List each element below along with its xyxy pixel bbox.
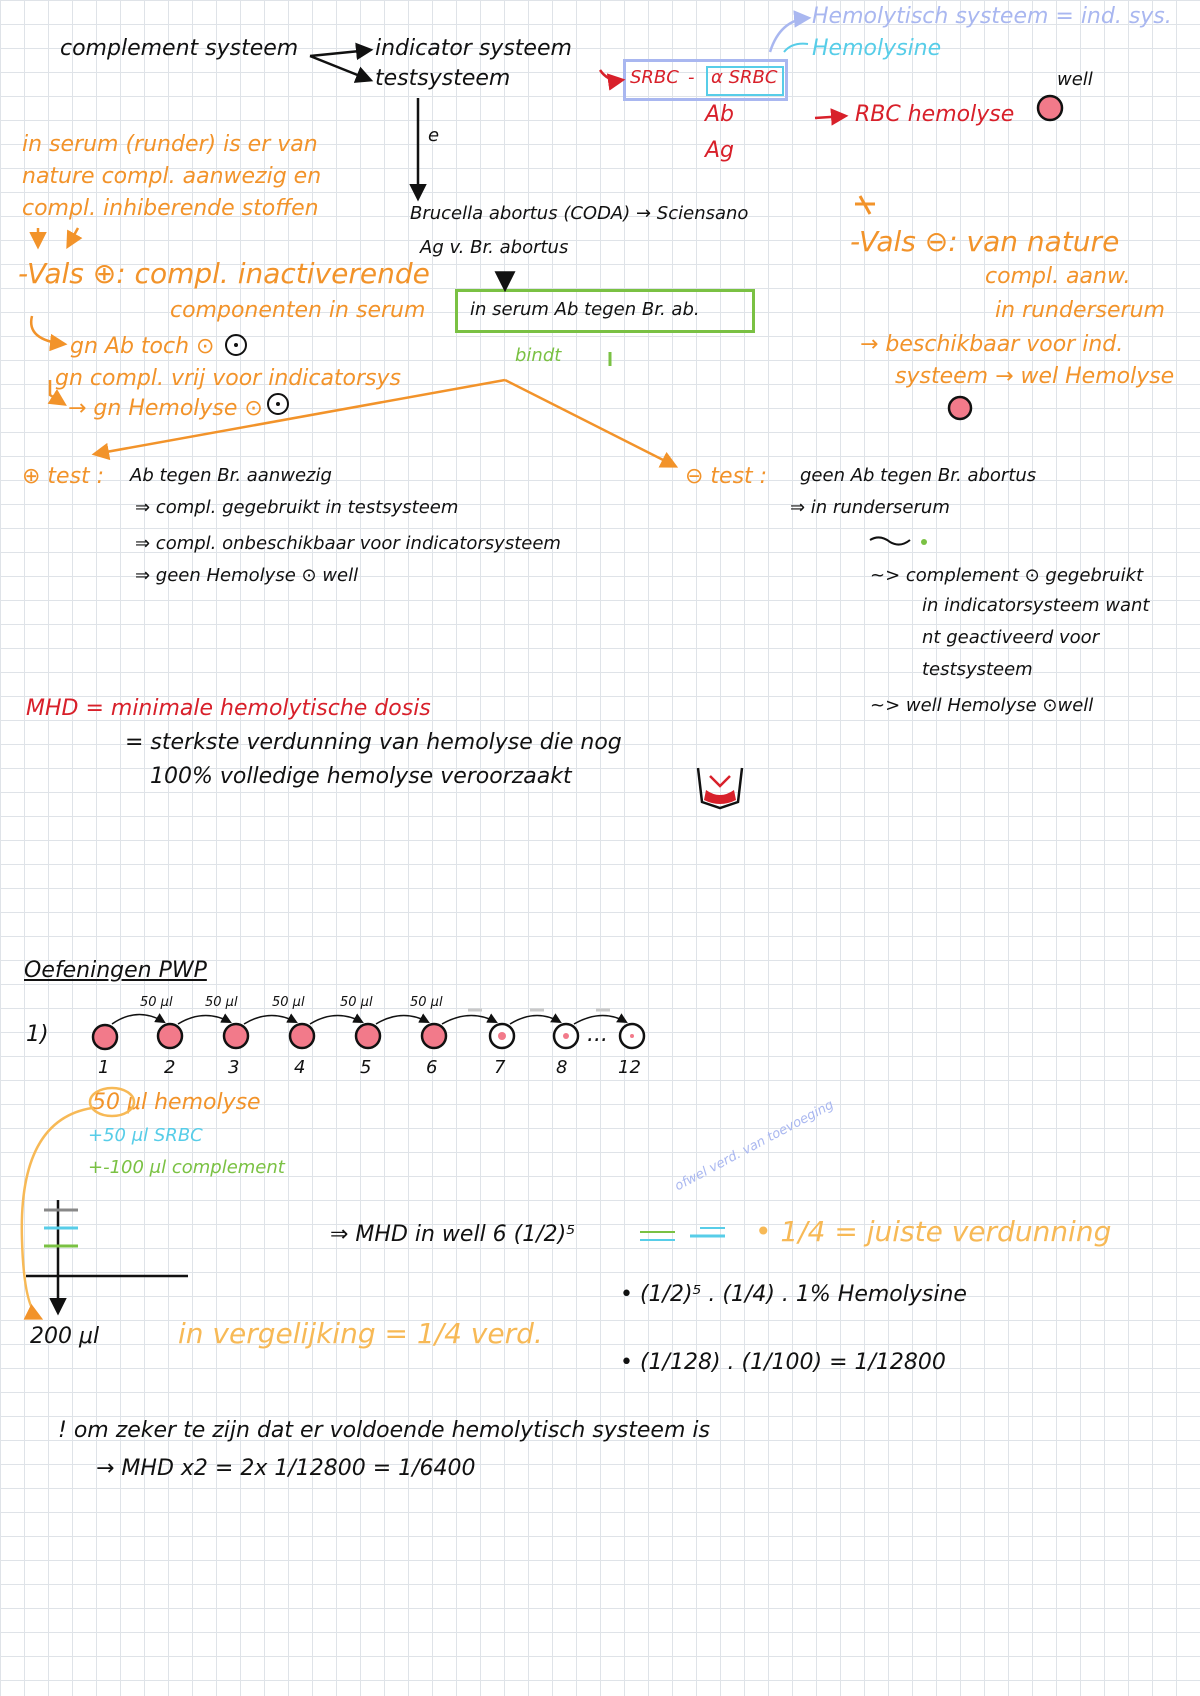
transfer-label-3: 50 μl <box>272 995 305 1010</box>
well-number-1: 1 <box>98 1057 110 1078</box>
negative-test-line-3: ~> complement ⊙ gegebruikt <box>870 565 1144 586</box>
well-number-6: 6 <box>426 1057 438 1078</box>
well-number-3: 3 <box>228 1057 240 1078</box>
arrow-to-positive <box>95 380 505 454</box>
well-3 <box>224 1024 248 1048</box>
binds-label: bindt <box>515 345 562 366</box>
well-1 <box>93 1025 117 1049</box>
orange-note-line-2: nature compl. aanwezig en <box>22 164 322 189</box>
transfer-label-2: 50 μl <box>205 995 238 1010</box>
positive-test-line-3: ⇒ compl. onbeschikbaar voor indicatorsysteem <box>135 533 561 554</box>
brucella-label: Brucella abortus (CODA) → Sciensano <box>410 203 749 224</box>
exercise-heading: Oefeningen PWP <box>24 958 207 983</box>
false-negative-line-2: compl. aanw. <box>985 264 1131 289</box>
false-negative-line-3: in runderserum <box>995 298 1165 323</box>
mhd-times-two: → MHD x2 = 2x 1/12800 = 1/6400 <box>96 1456 476 1481</box>
mhd-title: MHD = minimale hemolytische dosis <box>26 696 431 721</box>
note-line: ! om zeker te zijn dat er voldoende hemolytisch systeem is <box>58 1418 710 1443</box>
false-negative-sub-1: → beschikbaar voor ind. <box>860 332 1124 357</box>
complement-system-label: complement systeem <box>60 36 299 61</box>
transfer-label-4: 50 μl <box>340 995 373 1010</box>
well-top-right <box>1038 96 1062 120</box>
positive-test-line-2: ⇒ compl. gegebruikt in testsysteem <box>135 497 459 518</box>
correct-dilution: • 1/4 = juiste verdunning <box>755 1215 1112 1248</box>
mhd-equation: ⇒ MHD in well 6 (1/2)⁵ <box>330 1222 576 1247</box>
arrow-to-indicator <box>310 50 370 56</box>
well-6 <box>422 1024 446 1048</box>
positive-test-line-1: Ab tegen Br. aanwezig <box>130 465 332 486</box>
orange-note-line-1: in serum (runder) is er van <box>22 132 318 157</box>
srbc-dash: - <box>688 67 695 88</box>
wells-dots: ... <box>587 1022 608 1047</box>
volume-complement: +-100 μl complement <box>88 1157 285 1178</box>
ab-label: Ab <box>705 102 735 127</box>
positive-test-title: ⊕ test : <box>22 464 105 489</box>
total-volume: 200 μl <box>30 1324 100 1349</box>
negative-test-line-7: ~> well Hemolyse ⊙well <box>870 695 1094 716</box>
arrow-to-negative <box>505 380 675 466</box>
hemolytic-system-note: Hemolytisch systeem = ind. sys. <box>812 4 1172 29</box>
false-positive-title: -Vals ⊕: compl. inactiverende <box>18 257 430 290</box>
anti-srbc-label: α SRBC <box>711 67 778 88</box>
arrow-hemolysine <box>784 44 808 52</box>
well-number-2: 2 <box>164 1057 176 1078</box>
orange-note-line-3: compl. inhiberende stoffen <box>22 196 319 221</box>
well-row <box>93 1024 644 1049</box>
well-number-5: 5 <box>360 1057 372 1078</box>
false-positive-sub-3: → gn Hemolyse ⊙ <box>68 396 263 421</box>
well-label-top: well <box>1057 69 1093 90</box>
test-system-label: testsysteem <box>375 66 511 91</box>
false-positive-sub-2: gn compl. vrij voor indicatorsys <box>55 366 401 391</box>
well-4 <box>290 1024 314 1048</box>
arrow-to-srbc <box>600 70 622 80</box>
negative-test-line-1: geen Ab tegen Br. abortus <box>800 465 1037 486</box>
well-false-negative <box>949 397 971 419</box>
mhd-definition-1: = sterkste verdunning van hemolyse die nog <box>125 730 622 755</box>
negative-test-line-6: testsysteem <box>922 659 1033 680</box>
rbc-hemolyse-label: RBC hemolyse <box>855 102 1015 127</box>
arrow-rbc-hemolyse <box>815 116 845 118</box>
negative-test-title: ⊖ test : <box>685 464 768 489</box>
false-negative-title: -Vals ⊖: van nature <box>850 225 1120 258</box>
negative-test-line-5: nt geactiveerd voor <box>922 627 1100 648</box>
false-positive-sub-1: gn Ab toch ⊙ <box>70 334 215 359</box>
calculation-2: • (1/128) . (1/100) = 1/12800 <box>620 1350 946 1375</box>
negative-test-line-2: ⇒ in runderserum <box>790 497 950 518</box>
arrow-to-test <box>310 56 370 80</box>
well-number-4: 4 <box>294 1057 306 1078</box>
srbc-label: SRBC <box>630 67 679 88</box>
volume-srbc: +50 μl SRBC <box>88 1125 203 1146</box>
hemolysine-label: Hemolysine <box>812 36 942 61</box>
positive-test-line-4: ⇒ geen Hemolyse ⊙ well <box>135 565 359 586</box>
false-negative-sub-2: systeem → wel Hemolyse <box>895 364 1175 389</box>
well-number-8: 8 <box>556 1057 568 1078</box>
green-box-text: in serum Ab tegen Br. ab. <box>470 299 700 320</box>
calculation-1: • (1/2)⁵ . (1/4) . 1% Hemolysine <box>620 1282 967 1307</box>
well-number-7: 7 <box>494 1057 506 1078</box>
indicator-system-label: indicator systeem <box>375 36 572 61</box>
mhd-definition-2: 100% volledige hemolyse veroorzaakt <box>150 764 572 789</box>
ag-label: Ag <box>705 138 735 163</box>
purple-note: ofwel verd. van toevoeging <box>672 1097 837 1195</box>
ag-brucella-label: Ag v. Br. abortus <box>420 237 569 258</box>
e-mark: e <box>428 125 440 146</box>
transfer-label-1: 50 μl <box>140 995 173 1010</box>
negative-test-line-4: in indicatorsysteem want <box>922 595 1150 616</box>
false-positive-line-2: componenten in serum <box>170 298 426 323</box>
exercise-number: 1) <box>26 1022 49 1047</box>
comparison-note: in vergelijking = 1/4 verd. <box>178 1317 543 1350</box>
well-number-12: 12 <box>618 1057 641 1078</box>
transfer-label-5: 50 μl <box>410 995 443 1010</box>
well-5 <box>356 1024 380 1048</box>
well-2 <box>158 1024 182 1048</box>
volume-hemolyse: 50 μl hemolyse <box>92 1090 261 1115</box>
